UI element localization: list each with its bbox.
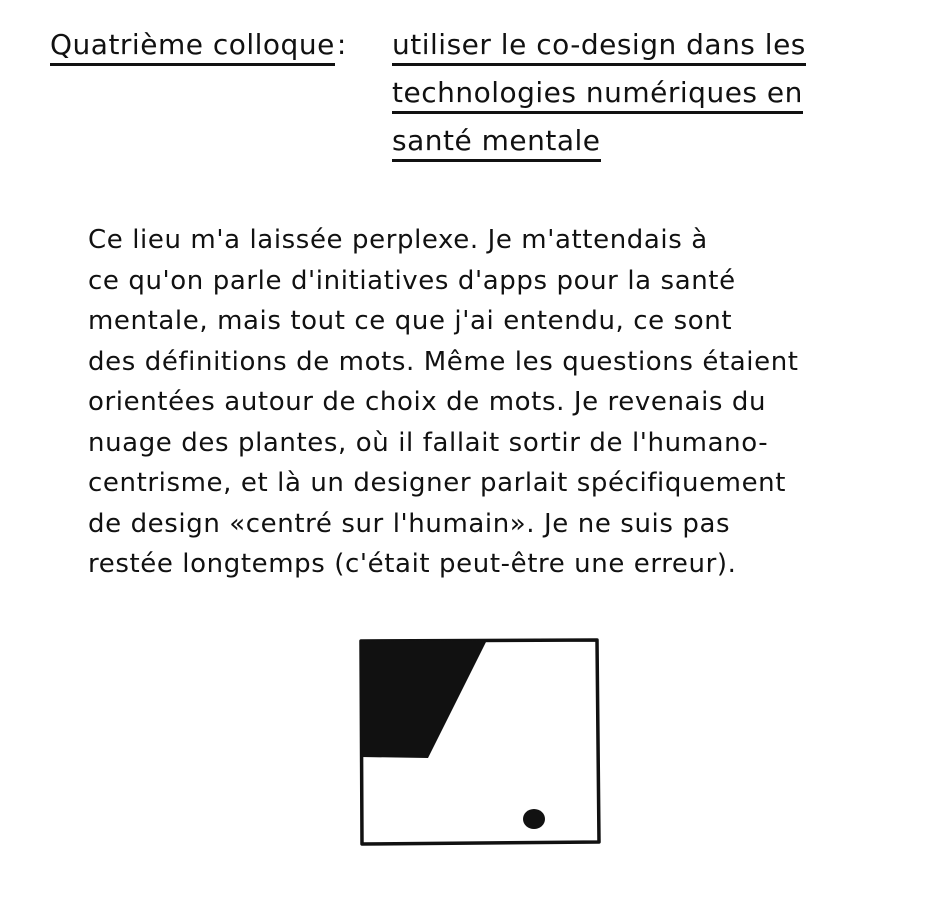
body-line: ce qu'on parle d'initiatives d'apps pour la santé: [88, 265, 736, 296]
sketch-dark-shape: [361, 640, 487, 758]
heading: [50, 28, 347, 66]
body-line: Ce lieu m'a laissée perplexe. Je m'attendais à: [88, 225, 708, 255]
body-line: mentale, mais tout ce que j'ai entendu, ce sont: [88, 306, 733, 336]
heading-subject: [392, 28, 872, 172]
square-sketch: [355, 636, 605, 848]
body-line: orientées autour de choix de mots. Je revenais du: [88, 387, 767, 417]
body-paragraph: [88, 220, 908, 585]
subject-line: santé mentale: [392, 124, 601, 162]
subject-line: utiliser le co-design dans les: [392, 28, 806, 66]
body-line: restée longtemps (c'était peut-être une erreur).: [88, 549, 737, 579]
heading-colon: :: [336, 28, 347, 61]
sketch-dot: [523, 809, 545, 829]
body-line: des définitions de mots. Même les questions étaient: [88, 346, 799, 377]
body-line: centrisme, et là un designer parlait spécifiquement: [88, 468, 787, 498]
subject-line: technologies numériques en: [392, 76, 803, 114]
body-line: de design «centré sur l'humain». Je ne suis pas: [88, 508, 731, 539]
heading-label: Quatrième colloque: [50, 28, 335, 66]
body-line: nuage des plantes, où il fallait sortir de l'humano-: [88, 427, 769, 458]
